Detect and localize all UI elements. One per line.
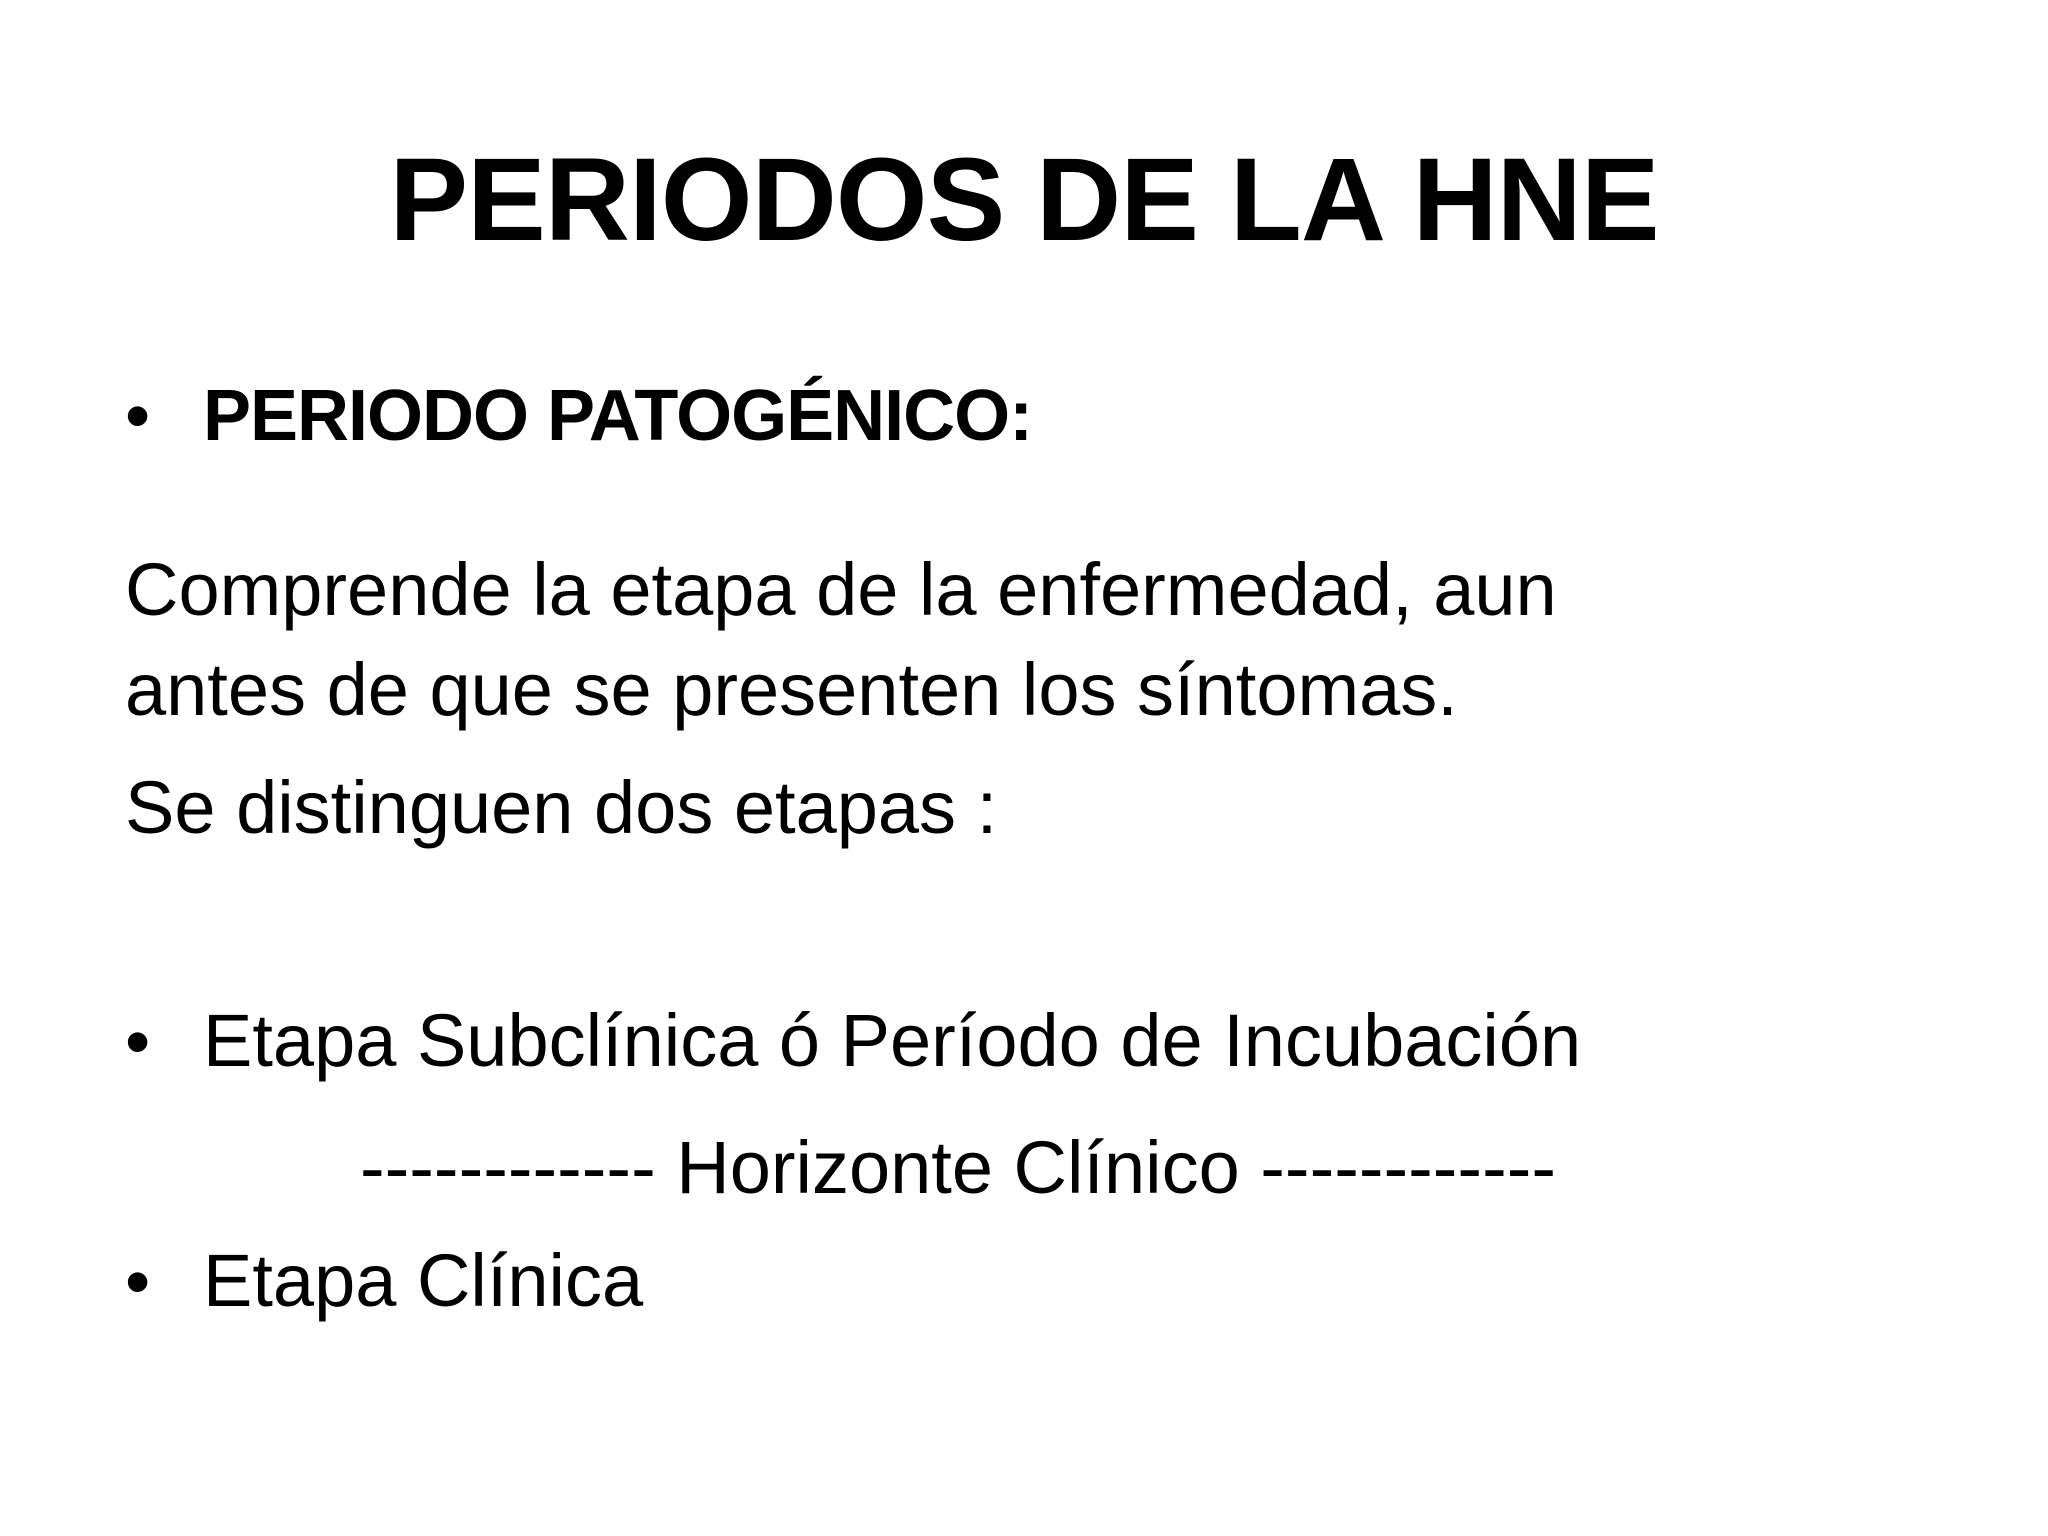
list-item [125,998,1581,1083]
clinical-horizon-line: ------------ Horizonte Clínico ------------ [360,1126,1556,1209]
slide-title: PERIODOS DE LA HNE [389,134,1659,266]
paragraph-line-3: Se distinguen dos etapas : [125,766,998,849]
section-heading: PERIODO PATOGÉNICO: [203,376,1033,456]
bullet-icon: • [125,1002,151,1082]
paragraph-line-1: Comprende la etapa de la enfermedad, aun [125,548,1557,631]
list-item [125,1238,643,1323]
list-item-text: Etapa Subclínica ó Período de Incubación [203,999,1582,1082]
heading-bullet-row [125,375,1032,457]
paragraph-line-2: antes de que se presenten los síntomas. [125,648,1458,731]
bullet-icon: • [125,1242,151,1322]
bullet-icon: • [125,376,151,456]
list-item-text: Etapa Clínica [203,1239,644,1322]
